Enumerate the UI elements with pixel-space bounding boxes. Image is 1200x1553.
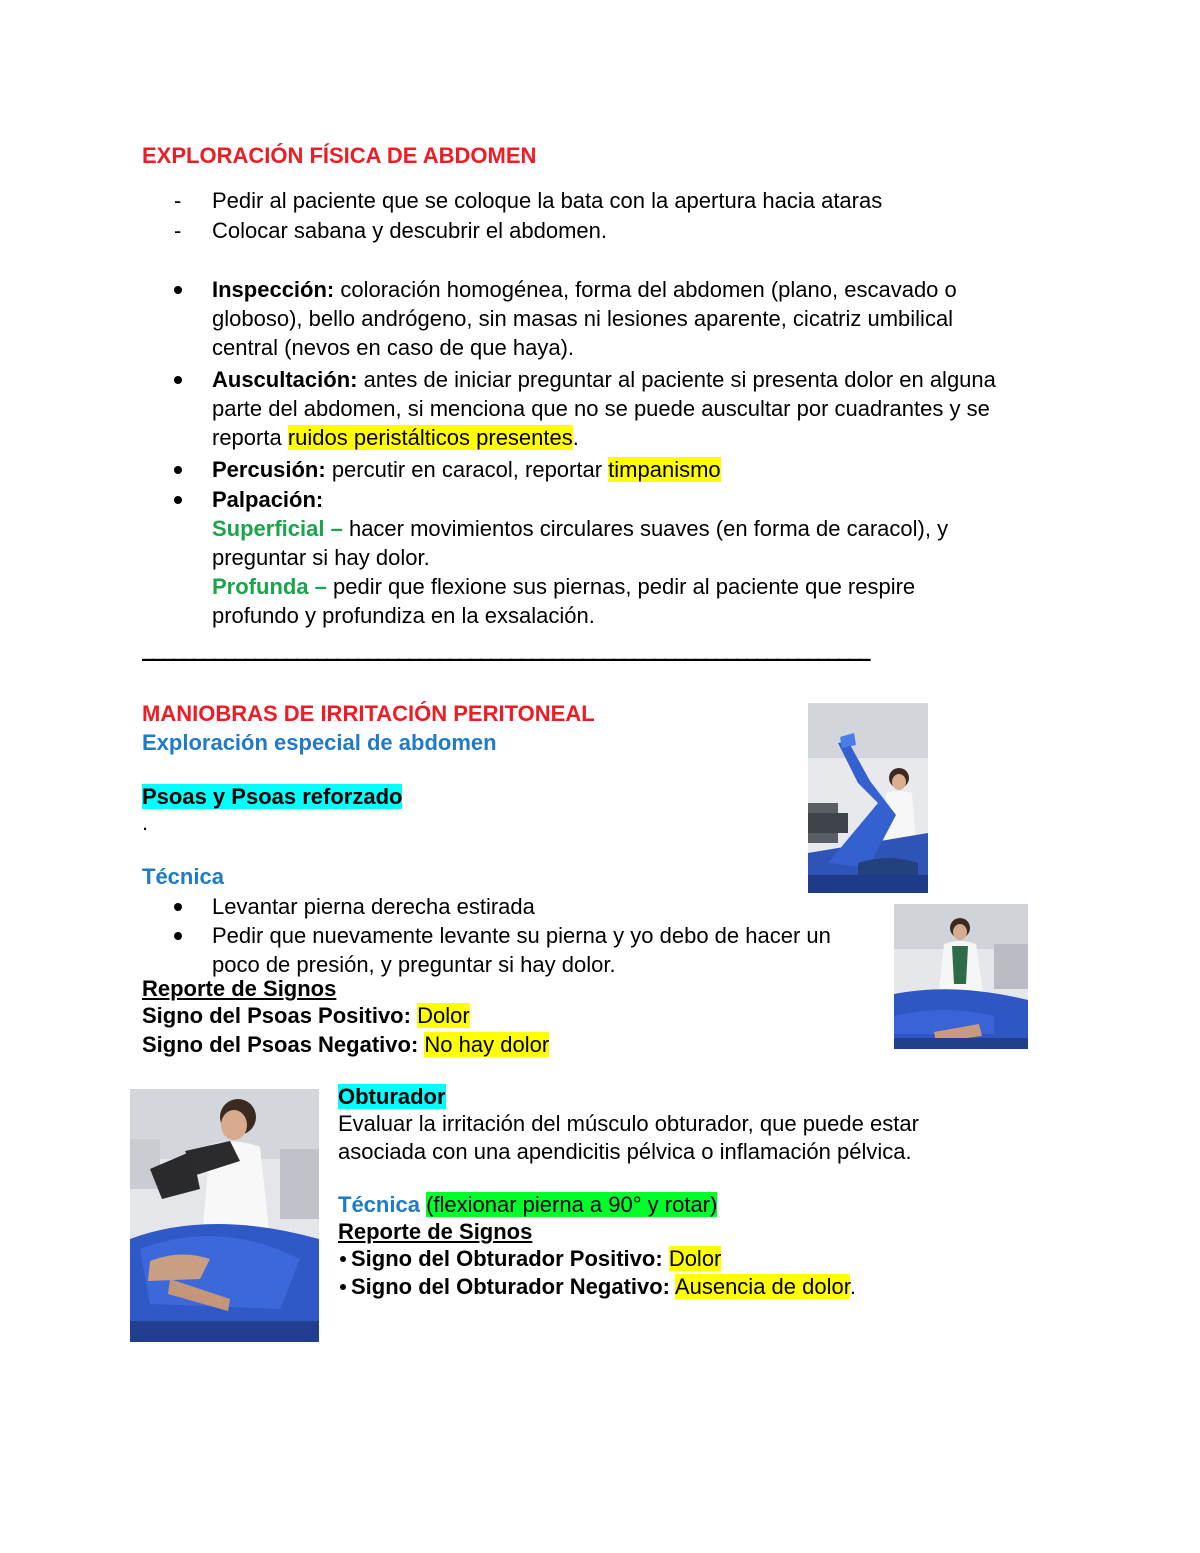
psoas-step-2-cont: poco de presión, y preguntar si hay dolor. [212, 952, 616, 977]
psoas-positive-value: Dolor [417, 1003, 470, 1028]
superficial-line1: Superficial – hacer movimientos circulares suaves (en forma de caracol), y [212, 516, 949, 541]
prep-item-2: Colocar sabana y descubrir el abdomen. [212, 218, 608, 243]
psoas-negative: Signo del Psoas Negativo: No hay dolor [142, 1032, 550, 1057]
obturator-photo-image [130, 1089, 319, 1342]
superficial-line2: preguntar si hay dolor. [212, 545, 430, 570]
deep-line2: profundo y profundiza en la exsalación. [212, 603, 595, 628]
psoas-title: Psoas y Psoas reforzado [142, 784, 403, 809]
psoas-positive: Signo del Psoas Positivo: Dolor [142, 1003, 470, 1028]
bullet-icon [340, 1284, 346, 1290]
section1-title: EXPLORACIÓN FÍSICA DE ABDOMEN [142, 143, 537, 168]
prep-item-1: Pedir al paciente que se coloque la bata con la apertura hacia ataras [212, 188, 883, 213]
auscultation-line1: Auscultación: antes de iniciar preguntar al paciente si presenta dolor en alguna [212, 367, 996, 392]
inspection-line3: central (nevos en caso de que haya). [212, 335, 575, 360]
obturator-report-label: Reporte de Signos [338, 1219, 533, 1244]
psoas-photo-2 [894, 904, 1028, 1049]
percussion-line: Percusión: percutir en caracol, reportar timpanismo [212, 457, 721, 482]
deep-line1: Profunda – pedir que flexione sus piernas, pedir al paciente que respire [212, 574, 916, 599]
deep-label: Profunda – [212, 574, 327, 599]
section2-subtitle: Exploración especial de abdomen [142, 730, 497, 755]
auscultation-label: Auscultación: [212, 367, 358, 392]
psoas-report-label: Reporte de Signos [142, 976, 337, 1001]
inspection-line1: Inspección: coloración homogénea, forma del abdomen (plano, escavado o [212, 277, 957, 302]
percussion-label: Percusión: [212, 457, 326, 482]
obturator-positive-value: Dolor [668, 1246, 722, 1271]
obturator-photo [130, 1089, 319, 1342]
psoas-step-2: Pedir que nuevamente levante su pierna y yo debo de hacer un [212, 923, 831, 948]
superficial-label: Superficial – [212, 516, 343, 541]
obturator-desc-1: Evaluar la irritación del músculo obturador, que puede estar [338, 1111, 919, 1136]
psoas-dot: . [142, 810, 149, 835]
bullet-icon [174, 286, 182, 294]
highlight-timpanismo: timpanismo [608, 457, 721, 482]
psoas-negative-value: No hay dolor [424, 1032, 550, 1057]
palpation-label: Palpación: [212, 487, 324, 512]
highlight-ruidos: ruidos peristálticos presentes [287, 425, 573, 450]
prep-dash-2: - [174, 218, 182, 243]
prep-dash-1: - [174, 188, 182, 213]
psoas-step-1: Levantar pierna derecha estirada [212, 894, 535, 919]
obturator-title: Obturador [338, 1084, 446, 1109]
bullet-icon [174, 496, 182, 504]
auscultation-line2: parte del abdomen, si menciona que no se puede auscultar por cuadrantes y se [212, 396, 990, 421]
bullet-icon [174, 466, 182, 474]
inspection-label: Inspección: [212, 277, 335, 302]
bullet-icon [174, 903, 182, 911]
section-divider: ‒‒‒‒‒‒‒‒‒‒‒‒‒‒‒‒‒‒‒‒‒‒‒‒‒‒‒‒‒‒‒‒‒‒‒‒‒‒‒‒‒‒‒‒‒‒‒‒‒‒‒‒‒‒‒‒‒‒‒‒‒‒‒‒‒‒‒‒‒‒‒ [142, 646, 869, 671]
auscultation-line3: reporta ruidos peristálticos presentes. [212, 425, 579, 450]
psoas-photo-1-image [808, 703, 928, 893]
bullet-icon [174, 376, 182, 384]
obturator-positive: Signo del Obturador Positivo: Dolor [351, 1246, 722, 1271]
section2-title: MANIOBRAS DE IRRITACIÓN PERITONEAL [142, 701, 595, 726]
psoas-technique-label: Técnica [142, 864, 224, 889]
obturator-negative: Signo del Obturador Negativo: Ausencia de dolor. [351, 1274, 856, 1299]
obturator-technique: Técnica (flexionar pierna a 90° y rotar) [338, 1192, 718, 1217]
bullet-icon [174, 932, 182, 940]
obturator-technique-highlight: (flexionar pierna a 90° y rotar) [426, 1192, 718, 1217]
psoas-photo-2-image [894, 904, 1028, 1049]
obturator-negative-value: Ausencia de dolor [674, 1274, 850, 1299]
bullet-icon [340, 1256, 346, 1262]
inspection-line2: globoso), bello andrógeno, sin masas ni lesiones aparente, cicatriz umbilical [212, 306, 954, 331]
psoas-photo-1 [808, 703, 928, 893]
obturator-desc-2: asociada con una apendicitis pélvica o inflamación pélvica. [338, 1139, 912, 1164]
